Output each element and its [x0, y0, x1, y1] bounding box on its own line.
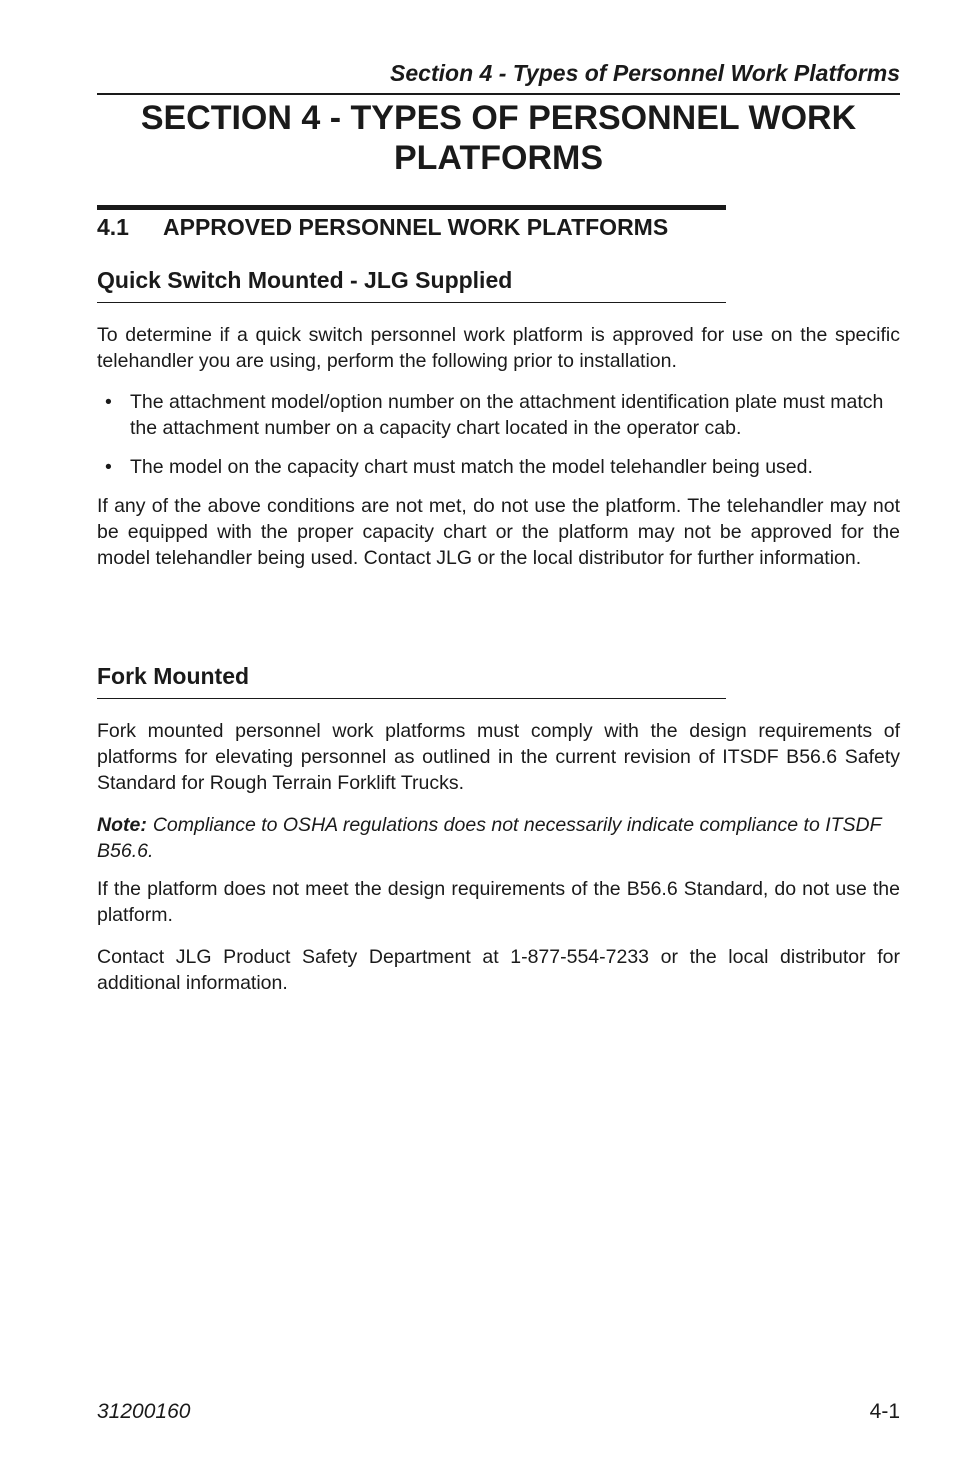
subsection-title-text: APPROVED PERSONNEL WORK PLATFORMS [163, 214, 669, 240]
bullet-icon: • [105, 456, 112, 478]
fork-mounted-heading-rule [97, 698, 726, 699]
subsection-title [97, 212, 668, 242]
footer-doc-number: 31200160 [97, 1400, 191, 1423]
fork-mounted-para2: If the platform does not meet the design requirements of the B56.6 Standard, do not use the platform. [97, 878, 900, 926]
fork-mounted-para1: Fork mounted personnel work platforms must comply with the design requirements of platforms for elevating personnel as outlined in the current revision of ITSDF B56.6 Safety Standard for Rough Terrain Forklift Trucks. [97, 720, 900, 794]
list-item [97, 454, 900, 480]
note-label: Note: [97, 814, 147, 836]
subsection-bar [97, 205, 726, 210]
quick-switch-heading-rule [97, 302, 726, 303]
quick-switch-bullets [97, 389, 900, 480]
note-text: Compliance to OSHA regulations does not necessarily indicate compliance to ITSDF B56.6. [97, 814, 882, 862]
bullet-icon: • [105, 391, 112, 413]
header-rule [97, 93, 900, 95]
quick-switch-conclusion: If any of the above conditions are not met, do not use the platform. The telehandler may not be equipped with the proper capacity chart or the platform may not be approved for the model telehandler being used. Contact JLG or the local distributor for further information. [97, 495, 900, 569]
compliance-note [97, 812, 900, 864]
section-title-line1: SECTION 4 - TYPES OF PERSONNEL WORK [140, 99, 857, 137]
subsection-number: 4.1 [97, 214, 129, 240]
footer-page-number: 4-1 [869, 1400, 900, 1423]
section-title [97, 98, 900, 178]
fork-mounted-heading: Fork Mounted [97, 663, 250, 689]
section-title-line2: PLATFORMS [393, 139, 603, 177]
fork-mounted-para3: Contact JLG Product Safety Department at 1-877-554-7233 or the local distributor for additional information. [97, 946, 900, 994]
quick-switch-heading: Quick Switch Mounted - JLG Supplied [97, 267, 513, 293]
list-item [97, 389, 900, 441]
quick-switch-intro: To determine if a quick switch personnel work platform is approved for use on the specific telehandler you are using, perform the following prior to installation. [97, 324, 900, 372]
running-header: Section 4 - Types of Personnel Work Platforms [390, 60, 900, 86]
bullet-text: The model on the capacity chart must match the model telehandler being used. [130, 456, 813, 478]
bullet-text: The attachment model/option number on the attachment identification plate must match the attachment number on a capacity chart located in the operator cab. [130, 391, 884, 439]
